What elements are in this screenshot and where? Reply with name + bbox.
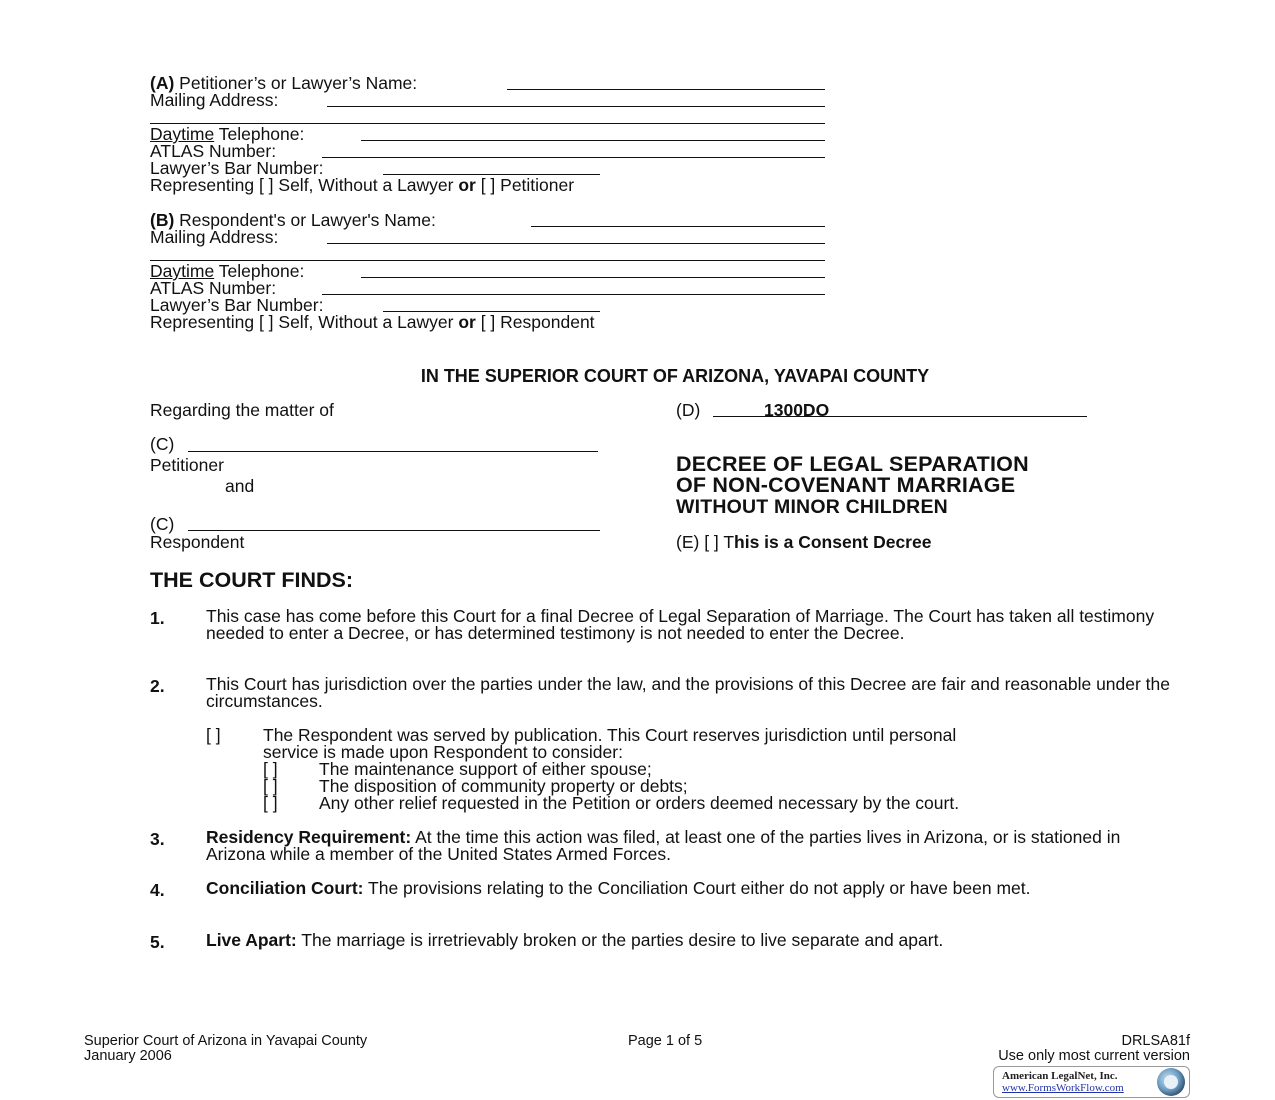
petitioner-mailing-label: Mailing Address: <box>150 90 279 110</box>
finding-number-3: 3. <box>150 829 165 849</box>
and-label: and <box>225 476 255 496</box>
finding-3-body: At the time this action was filed, at least one of the parties lives in Arizona, or is stationed in Arizona while a member of the United States Armed Forces. <box>206 827 1121 864</box>
respondent-mailing-row <box>150 229 278 246</box>
respondent-atlas-label: ATLAS Number: <box>150 278 277 298</box>
finding-number-5: 5. <box>150 932 165 952</box>
footer-page-number: Page 1 of 5 <box>628 1033 703 1049</box>
petitioner-representing-role[interactable]: [ ] Petitioner <box>475 175 575 195</box>
petitioner-atlas-label: ATLAS Number: <box>150 141 277 161</box>
finding-3-heading: Residency Requirement: <box>206 827 412 847</box>
respondent-representing-or: or <box>458 312 476 332</box>
finding-5-body: The marriage is irretrievably broken or the parties desire to live separate and apart. <box>296 930 944 950</box>
publication-option-checkbox-1[interactable]: [ ] <box>263 759 278 779</box>
petitioner-name-label: Petitioner’s or Lawyer’s Name: <box>174 73 418 93</box>
publication-text-line2: service is made upon Respondent to consider: <box>263 742 623 762</box>
finding-5-heading: Live Apart: <box>206 930 297 950</box>
publication-option-text-2: The disposition of community property or debts; <box>319 776 688 796</box>
respondent-bar-label: Lawyer’s Bar Number: <box>150 295 324 315</box>
finding-1-body: This case has come before this Court for a final Decree of Legal Separation of Marriage. The Court has taken all testimony needed to enter a Decree, or has determined testimony is not needed to enter the Decree. <box>206 606 1155 643</box>
petitioner-representing-or: or <box>458 175 476 195</box>
respondent-representing-text[interactable]: Representing [ ] Self, Without a Lawyer <box>150 312 459 332</box>
regarding-label: Regarding the matter of <box>150 400 334 420</box>
finding-text-1 <box>206 608 1196 642</box>
petitioner-mailing-field[interactable] <box>327 106 825 107</box>
petitioner-caption-label: Petitioner <box>150 455 224 475</box>
petitioner-bar-label: Lawyer’s Bar Number: <box>150 158 324 178</box>
document-title-line3: WITHOUT MINOR CHILDREN <box>676 496 948 518</box>
publication-checkbox[interactable]: [ ] <box>206 725 221 745</box>
publication-option-text-1: The maintenance support of either spouse; <box>319 759 652 779</box>
finding-4-body: The provisions relating to the Conciliation Court either do not apply or have been met. <box>363 878 1031 898</box>
publication-option-checkbox-2[interactable]: [ ] <box>263 776 278 796</box>
respondent-representing-row[interactable] <box>150 314 595 331</box>
finding-text-4 <box>206 880 1196 897</box>
respondent-daytime-label: Daytime <box>150 261 215 281</box>
respondent-telephone-label: Telephone: <box>214 261 305 281</box>
respondent-representing-role[interactable]: [ ] Respondent <box>475 312 595 332</box>
petitioner-caption-name-field[interactable] <box>188 451 598 452</box>
publication-option-text-3: Any other relief requested in the Petition or orders deemed necessary by the court. <box>319 793 960 813</box>
petitioner-mailing-row <box>150 92 278 109</box>
finding-number-1: 1. <box>150 608 165 628</box>
court-finds-heading: THE COURT FINDS: <box>150 568 354 592</box>
finding-number-4: 4. <box>150 880 165 900</box>
globe-icon <box>1157 1068 1185 1096</box>
finding-text-2 <box>206 676 1176 710</box>
respondent-atlas-field[interactable] <box>322 294 825 295</box>
petitioner-phone-field[interactable] <box>361 140 825 141</box>
publication-option-checkbox-3[interactable]: [ ] <box>263 793 278 813</box>
finding-text-3 <box>206 829 1166 863</box>
legalnet-logo[interactable] <box>993 1066 1190 1098</box>
finding-number-2: 2. <box>150 676 165 696</box>
section-b-label: (B) <box>150 210 175 230</box>
document-title-line2: OF NON-COVENANT MARRIAGE <box>676 473 1016 497</box>
consent-decree-checkbox[interactable] <box>676 534 931 551</box>
respondent-caption-label: Respondent <box>150 532 245 552</box>
finding-text-5 <box>206 932 1206 949</box>
finding-4-heading: Conciliation Court: <box>206 878 364 898</box>
respondent-mailing-label: Mailing Address: <box>150 227 279 247</box>
section-a-label: (A) <box>150 73 175 93</box>
respondent-caption-name-field[interactable] <box>188 530 600 531</box>
petitioner-name-field[interactable] <box>507 89 825 90</box>
case-number-prefix: (D) <box>676 400 701 420</box>
court-title: IN THE SUPERIOR COURT OF ARIZONA, YAVAPAI COUNTY <box>420 366 930 386</box>
footer-form-code: DRLSA81f <box>1121 1033 1190 1049</box>
petitioner-telephone-label: Telephone: <box>214 124 305 144</box>
publication-text-line1: The Respondent was served by publication. This Court reserves jurisdiction until personal <box>263 725 957 745</box>
footer-version-note: Use only most current version <box>998 1048 1190 1064</box>
document-title-line1: DECREE OF LEGAL SEPARATION <box>676 452 1029 476</box>
logo-url-link[interactable]: www.FormsWorkFlow.com <box>1002 1082 1124 1094</box>
petitioner-representing-row[interactable] <box>150 177 574 194</box>
logo-company-name: American LegalNet, Inc. <box>1002 1070 1118 1082</box>
footer-date: January 2006 <box>84 1048 172 1064</box>
respondent-mailing-field[interactable] <box>327 243 825 244</box>
respondent-name-label: Respondent's or Lawyer's Name: <box>174 210 436 230</box>
footer-court-name: Superior Court of Arizona in Yavapai County <box>84 1033 368 1049</box>
petitioner-caption-prefix: (C) <box>150 434 175 454</box>
case-number-value[interactable]: 1300DO <box>764 400 830 420</box>
finding-2-body: This Court has jurisdiction over the parties under the law, and the provisions of this Decree are fair and reasonable under the circumstances. <box>206 674 1171 711</box>
respondent-caption-prefix: (C) <box>150 514 175 534</box>
respondent-name-field[interactable] <box>531 226 825 227</box>
respondent-phone-field[interactable] <box>361 277 825 278</box>
consent-decree-label: his is a Consent Decree <box>734 532 932 552</box>
petitioner-atlas-field[interactable] <box>322 157 825 158</box>
petitioner-representing-text[interactable]: Representing [ ] Self, Without a Lawyer <box>150 175 459 195</box>
petitioner-daytime-label: Daytime <box>150 124 215 144</box>
consent-decree-prefix[interactable]: (E) [ ] T <box>676 532 735 552</box>
